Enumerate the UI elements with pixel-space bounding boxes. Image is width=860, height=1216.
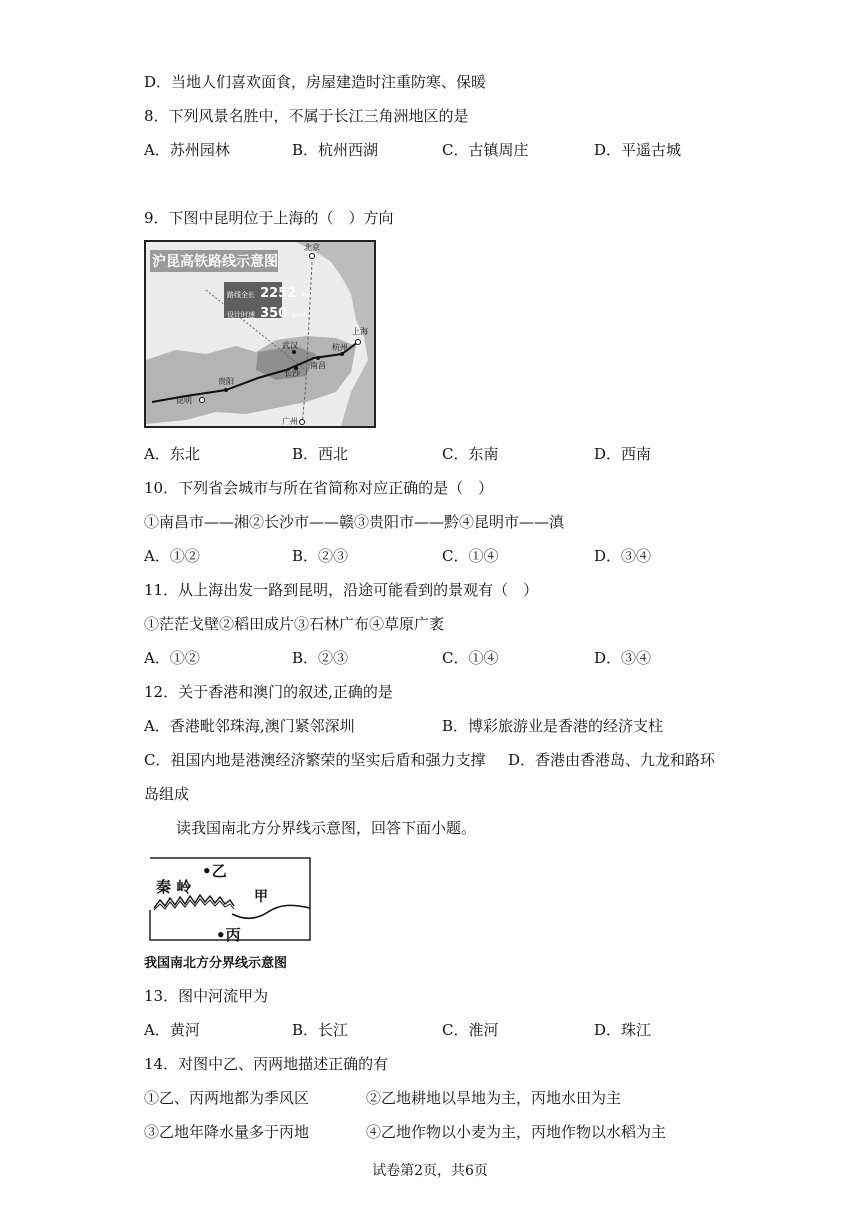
q12-option-d: D．香港由香港岛、九龙和路环 — [508, 751, 716, 769]
q8-option-a: A．苏州园林 — [144, 141, 230, 159]
q12-option-b: B．博彩旅游业是香港的经济支柱 — [442, 717, 664, 735]
qinling-label: 秦 岭 — [156, 878, 192, 896]
beijing-marker — [310, 254, 315, 259]
design-speed-unit: km/h — [292, 312, 308, 319]
q9-option-b: B．西北 — [292, 445, 349, 463]
boundary-map-caption: 我国南北方分界线示意图 — [144, 956, 288, 971]
q12-option-c: C．祖国内地是港澳经济繁荣的坚实后盾和强力支撑 — [144, 751, 486, 769]
q13-option-d: D．珠江 — [594, 1021, 652, 1039]
q14-item-2: ②乙地耕地以旱地为主，丙地水田为主 — [366, 1089, 622, 1107]
q11-stem: 11．从上海出发一路到昆明，沿途可能看到的景观有（ ） — [144, 581, 539, 599]
city-label-hangzhou: 杭州 — [332, 343, 348, 352]
q11-option-b: B．②③ — [292, 649, 349, 667]
q13-option-a: A．黄河 — [144, 1021, 200, 1039]
city-label-beijing: 北京 — [304, 243, 320, 252]
q10-items: ①南昌市——湘②长沙市——赣③贵阳市——黔④昆明市——滇 — [144, 513, 565, 531]
q11-option-a: A．①② — [144, 649, 200, 667]
city-label-guangzhou: 广州 — [282, 417, 298, 426]
map-title: 沪昆高铁路线示意图 — [152, 254, 278, 270]
q14-item-3: ③乙地年降水量多于丙地 — [144, 1123, 310, 1141]
q11-items: ①茫茫戈壁②稻田成片③石林广布④草原广袤 — [144, 615, 445, 633]
q9-option-d: D．西南 — [594, 445, 652, 463]
city-label-shanghai: 上海 — [352, 327, 368, 336]
q14-item-1: ①乙、丙两地都为季风区 — [144, 1089, 310, 1107]
guangzhou-marker — [300, 420, 305, 425]
q10-option-b: B．②③ — [292, 547, 349, 565]
kunming-marker — [200, 398, 205, 403]
q9-stem: 9．下图中昆明位于上海的（ ）方向 — [144, 209, 394, 227]
yi-location-label: •乙 — [202, 862, 227, 880]
q8-option-b: B．杭州西湖 — [292, 141, 379, 159]
route-length-unit: km — [301, 292, 311, 299]
q8-stem: 8．下列风景名胜中，不属于长江三角洲地区的是 — [144, 107, 469, 125]
q9-option-a: A．东北 — [144, 445, 200, 463]
shanghai-marker — [356, 340, 361, 345]
city-label-nanchang: 南昌 — [310, 361, 326, 370]
q10-stem: 10．下列省会城市与所在省简称对应正确的是（ ） — [144, 479, 494, 497]
city-label-guiyang: 贵阳 — [218, 377, 234, 386]
q8-option-d: D．平遥古城 — [594, 141, 682, 159]
q12-option-a: A．香港毗邻珠海,澳门紧邻深圳 — [144, 717, 355, 735]
page-footer: 试卷第2页，共6页 — [372, 1163, 488, 1179]
q12-stem: 12．关于香港和澳门的叙述,正确的是 — [144, 683, 393, 701]
route-length-label: 路线全长 — [227, 291, 255, 299]
q12-option-d-continued: 岛组成 — [144, 785, 190, 803]
q10-option-c: C．①④ — [442, 547, 499, 565]
group-intro: 读我国南北方分界线示意图，回答下面小题。 — [176, 819, 477, 837]
river-jia-label: 甲 — [254, 889, 268, 905]
city-label-kunming: 昆明 — [176, 396, 192, 405]
q10-option-d: D．③④ — [594, 547, 652, 565]
q13-option-b: B．长江 — [292, 1021, 349, 1039]
design-speed-value: 350 — [260, 306, 288, 321]
q13-stem: 13．图中河流甲为 — [144, 987, 269, 1005]
guiyang-marker — [224, 388, 228, 392]
q14-stem: 14．对图中乙、丙两地描述正确的有 — [144, 1055, 389, 1073]
route-length-value: 2252 — [260, 286, 297, 301]
q10-option-a: A．①② — [144, 547, 200, 565]
q11-option-c: C．①④ — [442, 649, 499, 667]
q7-option-d: D．当地人们喜欢面食，房屋建造时注重防寒、保暖 — [144, 73, 487, 91]
hukun-railway-map — [144, 240, 376, 428]
q11-option-d: D．③④ — [594, 649, 652, 667]
city-label-wuhan: 武汉 — [282, 341, 298, 350]
city-label-changsha: 长沙 — [284, 369, 300, 378]
q14-item-4: ④乙地作物以小麦为主，丙地作物以水稻为主 — [366, 1123, 667, 1141]
q13-option-c: C．淮河 — [442, 1021, 499, 1039]
bing-location-label: •丙 — [216, 926, 241, 944]
q9-option-c: C．东南 — [442, 445, 499, 463]
north-south-boundary-map — [144, 854, 314, 946]
q8-option-c: C．古镇周庄 — [442, 141, 529, 159]
design-speed-label: 设计时速 — [227, 311, 255, 319]
